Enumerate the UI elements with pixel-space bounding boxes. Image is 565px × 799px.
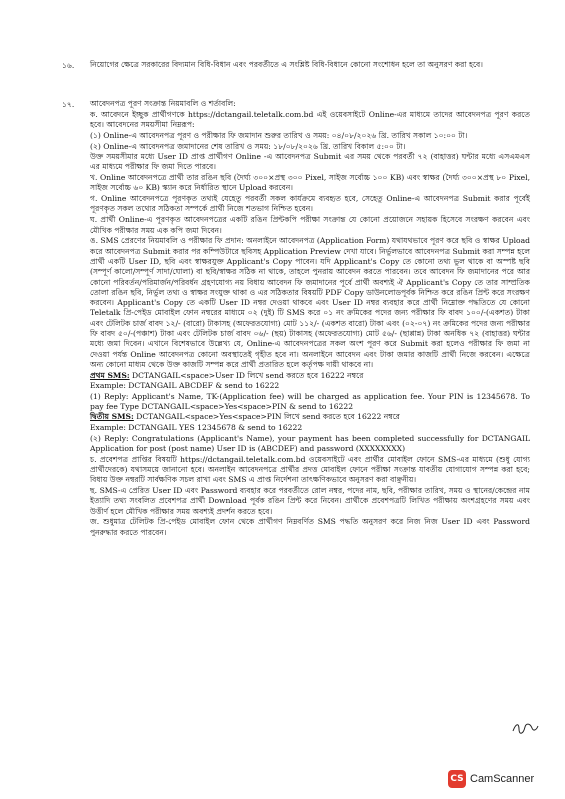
clause-ka: ক. আবেদনে ইচ্ছুক প্রার্থীগণকে https://dctangail.teletalk.com.bd এই ওয়েবসাইটে Online-এর মাধ্যমে তাদের আবেদনপত্র পূরণ করতে হবে। আবেদনের সময়সীমা নিম্নরূপ: bbox=[90, 109, 530, 130]
clause-ga: গ. Online আবেদনপত্রে পূরণকৃত তথ্যই যেহেতু পরবর্তী সকল কার্যক্রমে ব্যবহৃত হবে, সেহেতু Online-এ আবেদনপত্র Submit করার পূর্বেই পূরণকৃত সকল তথ্যের সঠিকতা সম্পর্কে প্রার্থী নিজে শতভাগ নিশ্চিত হবেন। bbox=[90, 194, 530, 214]
signature-mark bbox=[510, 717, 540, 737]
camscanner-watermark bbox=[448, 770, 534, 788]
clause-ja: জ. শুধুমাত্র টেলিটক প্রি-পেইড মোবাইল ফোন থেকে প্রার্থীগণ নিম্নবর্ণিত SMS পদ্ধতি অনুসরণ করে নিজ নিজ User ID এবং Password পুনরুদ্ধার করতে পারবেন। bbox=[90, 517, 530, 537]
clause-umo: ঙ. SMS প্রেরণের নিয়মাবলি ও পরীক্ষার ফি প্রদান: অনলাইনে আবেদনপত্র (Application Form) যথাযথভাবে পূরণ করে ছবি ও স্বাক্ষর Upload করে আবেদনপত্র Submit করার পর কম্পিউটারে ছবিসহ Application Preview দেখা যাবে। নির্ভুলভাবে আবেদনপত্র Submit করা সম্পন্ন হলে প্রার্থী একটি User ID, ছবি এবং স্বাক্ষরযুক্ত Applicant's Copy পাবেন। যদি Applicant's Copy তে কোনো তথ্য ভুল থাকে বা অস্পষ্ট ছবি (সম্পূর্ণ কালো/সম্পূর্ণ সাদা/ঘোলা) বা ছবি/স্বাক্ষর সঠিক না থাকে, তাহলে পুনরায় আবেদন করতে পারবেন। তবে আবেদন ফি জমাদানের পরে আর কোনো পরিবর্তন/পরিমার্জন/পরিবর্ধন গ্রহণযোগ্য নয় বিধায় আবেদন ফি জমাদানের পূর্বে প্রার্থী অবশ্যই ঐ Applicant's Copy তে তার সাম্প্রতিক তোলা রঙিন ছবি, নির্ভুল তথ্য ও স্বাক্ষর সংযুক্ত থাকা ও এর সঠিকতার বিষয়টি PDF Copy ডাউনলোডপূর্বক নিশ্চিত করে রঙিন প্রিন্ট করে সংরক্ষণ করবেন। Applicant's Copy তে একটি User ID নম্বর দেওয়া থাকবে এবং User ID নম্বর ব্যবহার করে প্রার্থী নিম্নোক্ত পদ্ধতিতে যে কোনো Teletalk প্রি-পেইড মোবাইল ফোন নম্বরের মাধ্যমে ০২ (দুই) টি SMS করে ০১ নং ক্রমিকের পদের জন্য পরীক্ষার ফি বাবদ ১০০/-(একশত) টাকা এবং টেলিটক চার্জ বাবদ ১২/- (বারো) টাকাসহ (অফেরতযোগ্য) মোট ১১২/- (একশত বারো) টাকা এবং (০২-০৭) নং ক্রমিকের পদের জন্য পরীক্ষার ফি বাবদ ৫০/-(পঞ্চাশ) টাকা এবং টেলিটক চার্জ বাবদ ০৬/- (ছয়) টাকাসহ (অফেরতযোগ্য) মোট ৫৬/- (ছাপ্পান্ন) টাকা অনধিক ৭২ (বাহাত্তর) ঘন্টার মধ্যে জমা দিবেন। এখানে বিশেষভাবে উল্লেখ্য যে, Online-এ আবেদনপত্রের সকল অংশ পূরণ করে Submit করা হলেও পরীক্ষার ফি জমা না দেওয়া পর্যন্ত Online আবেদনপত্র কোনো অবস্থাতেই গৃহীত হবে না। অনলাইনে আবেদন এবং টাকা জমার কাজটি প্রার্থী নিজে করবেন। এক্ষেত্রে অন্য কোনো মাধ্যম থেকে উক্ত কাজটি সম্পন্ন করে প্রার্থী প্রতারিত হলে কর্তৃপক্ষ দায়ী থাকবে না। bbox=[90, 236, 530, 369]
clause-ka-1: (১) Online-এ আবেদনপত্র পূরণ ও পরীক্ষার ফি জমাদান শুরুর তারিখ ও সময়: ০৪/০৮/২০২৬ খ্রি. তারিখ সকাল ১০:০০ টা। bbox=[90, 130, 468, 140]
sms-2-line bbox=[90, 412, 530, 422]
sms-2-label: দ্বিতীয় SMS: bbox=[90, 412, 134, 422]
section-17-body bbox=[90, 99, 530, 538]
camscanner-logo-icon bbox=[448, 770, 466, 788]
sms-1-example: Example: DCTANGAIL ABCDEF & send to 16222 bbox=[90, 381, 280, 391]
sms-2-text: DCTANGAIL<space>Yes<space>PIN লিখে send করতে হবে 16222 নম্বরে bbox=[133, 412, 400, 422]
clause-ka-3: উক্ত সময়সীমার মধ্যে User ID প্রাপ্ত প্রার্থীগণ Online -এ আবেদনপত্র Submit এর সময় থেকে পরবর্তী ৭২ (বাহাত্তর) ঘন্টার মধ্যে এসএমএস এর মাধ্যমে পরীক্ষার ফি জমা দিতে পারবে। bbox=[90, 151, 530, 172]
clause-kha: খ. Online আবেদনপত্রে প্রার্থী তার রঙিন ছবি (দৈর্ঘ্য ৩০০×প্রস্থ ৩০০ Pixel, সাইজ সর্বোচ্চ ১০০ KB) এবং স্বাক্ষর (দৈর্ঘ্য ৩০০×প্রস্থ ৮০ Pixel, সাইজ সর্বোচ্চ ৬০ KB) স্ক্যান করে নির্ধারিত স্থানে Upload করবেন। bbox=[90, 173, 530, 193]
sms-2-reply: (২) Reply: Congratulations (Applicant's Name), your payment has been completed successfully for DCTANGAIL Application for post (post name) User ID is (ABCDEF) and password (XXXXXXXX) bbox=[90, 433, 530, 453]
sms-1-reply: (1) Reply: Applicant's Name, TK-(Application fee) will be charged as application fee. Your PIN is 12345678. To pay fee Type DCTANGAIL<space>Yes<space>PIN & send to 16222 bbox=[90, 391, 530, 412]
section-16-text: নিয়োগের ক্ষেত্রে সরকারের বিদ্যমান বিধি-বিধান এবং পরবর্তীতে এ সংশ্লিষ্ট বিধি-বিধানে কোনো সংশোধন হলে তা অনুসরণ করা হবে। bbox=[90, 60, 483, 69]
sms-1-text: DCTANGAIL<space>User ID লিখে send করতে হবে 16222 নম্বরে bbox=[129, 370, 364, 380]
clause-ka-2: (২) Online-এ আবেদনপত্র জমাদানের শেষ তারিখ ও সময়: ১৮/০৮/২০২৬ খ্রি. তারিখ বিকাল ৫:০০ টা। bbox=[90, 141, 406, 151]
section-number-17: ১৭. bbox=[62, 100, 75, 109]
section-17-title: আবেদনপত্র পূরণ সংক্রান্ত নিয়মাবলি ও শর্তাবলি: bbox=[90, 99, 236, 108]
section-number-16: ১৬. bbox=[62, 61, 75, 70]
sms-1-label: প্রথম SMS: bbox=[90, 370, 130, 380]
clause-chha: ছ. SMS-এ প্রেরিত User ID এবং Password ব্যবহার করে পরবর্তীতে রোল নম্বর, পদের নাম, ছবি, পরীক্ষার তারিখ, সময় ও স্থানের/কেন্দ্রের নাম ইত্যাদি তথ্য সংবলিত প্রবেশপত্র প্রার্থী Download পূর্বক রঙিন প্রিন্ট করে নিবেন। প্রার্থীকে প্রবেশপত্রটি লিখিত পরীক্ষায় অংশগ্রহণের সময় এবং উত্তীর্ণ হলে মৌখিক পরীক্ষার সময় অবশ্যই প্রদর্শন করতে হবে। bbox=[90, 485, 530, 516]
camscanner-logo-text: CS bbox=[450, 774, 464, 784]
sms-2-example: Example: DCTANGAIL YES 12345678 & send to 16222 bbox=[90, 422, 303, 432]
clause-gha: ঘ. প্রার্থী Online-এ পূরণকৃত আবেদনপত্রের একটি রঙিন প্রিন্টকপি পরীক্ষা সংক্রান্ত যে কোনো প্রয়োজনে সহায়ক হিসেবে সংরক্ষণ করবেন এবং মৌখিক পরীক্ষার সময় এক কপি জমা দিবেন। bbox=[90, 215, 530, 235]
clause-cha: চ. প্রবেশপত্র প্রাপ্তির বিষয়টি https://dctangail.teletalk.com.bd ওয়েবসাইটে এবং প্রার্থীর মোবাইল ফোনে SMS-এর মাধ্যমে (শুধু যোগ্য প্রার্থীদেরকে) যথাসময়ে জানানো হবে। অনলাইন আবেদনপত্রে প্রার্থীর প্রদত্ত মোবাইল ফোনে পরীক্ষা সংক্রান্ত যাবতীয় যোগাযোগ সম্পন্ন করা হবে; বিধায় উক্ত নম্বরটি সার্বক্ষণিক সচল রাখা এবং SMS এ প্রাপ্ত নির্দেশনা তাৎক্ষণিকভাবে অনুসরণ করা বাঞ্ছনীয়। bbox=[90, 454, 530, 485]
camscanner-brand: CamScanner bbox=[470, 773, 535, 785]
sms-1-line bbox=[90, 371, 530, 381]
